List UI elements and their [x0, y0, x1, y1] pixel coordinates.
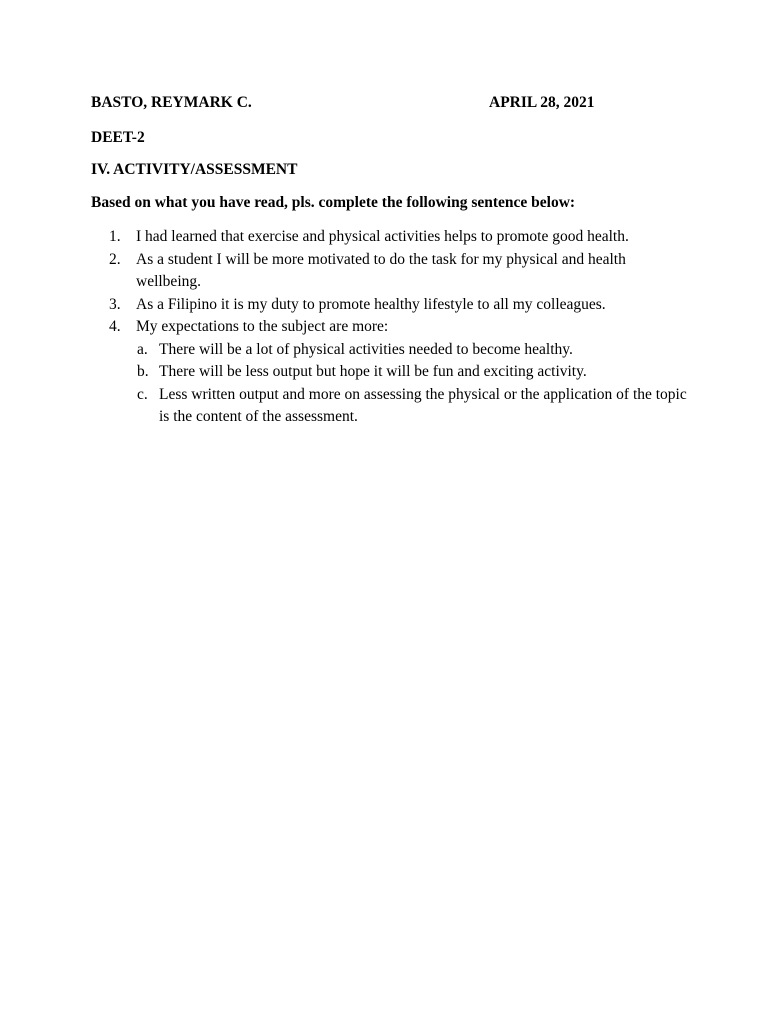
course-code: DEET-2 — [91, 129, 145, 146]
sub-item-text: There will be less output but hope it will be fun and exciting activity. — [159, 363, 587, 380]
list-item — [91, 249, 691, 294]
sub-list-item — [91, 361, 691, 384]
list-item — [91, 294, 691, 317]
sub-list-item — [91, 339, 691, 362]
instruction-text: Based on what you have read, pls. complete the following sentence below: — [91, 194, 576, 211]
item-number: 2. — [109, 250, 121, 268]
item-number: 3. — [109, 295, 121, 313]
list-item — [91, 316, 691, 429]
document-date: APRIL 28, 2021 — [489, 94, 595, 111]
item-text: My expectations to the subject are more: — [136, 318, 389, 335]
item-text: As a Filipino it is my duty to promote healthy lifestyle to all my colleagues. — [136, 295, 606, 313]
sub-item-text: Less written output and more on assessing the physical or the application of the topic is the content of the assessment. — [159, 385, 687, 425]
item-text: I had learned that exercise and physical activities helps to promote good health. — [136, 228, 629, 245]
list-item — [91, 226, 691, 249]
item-number: 4. — [109, 318, 121, 335]
sub-item-letter: b. — [137, 363, 149, 380]
answer-list — [91, 226, 691, 429]
item-number: 1. — [109, 228, 121, 245]
sub-item-text: There will be a lot of physical activities needed to become healthy. — [159, 340, 573, 358]
section-title: IV. ACTIVITY/ASSESSMENT — [91, 161, 298, 178]
sub-item-letter: c. — [137, 385, 148, 403]
item-text: As a student I will be more motivated to do the task for my physical and health wellbeing. — [136, 250, 626, 290]
sub-list-item — [91, 384, 691, 429]
student-name: BASTO, REYMARK C. — [91, 94, 252, 111]
sub-item-letter: a. — [137, 340, 148, 358]
